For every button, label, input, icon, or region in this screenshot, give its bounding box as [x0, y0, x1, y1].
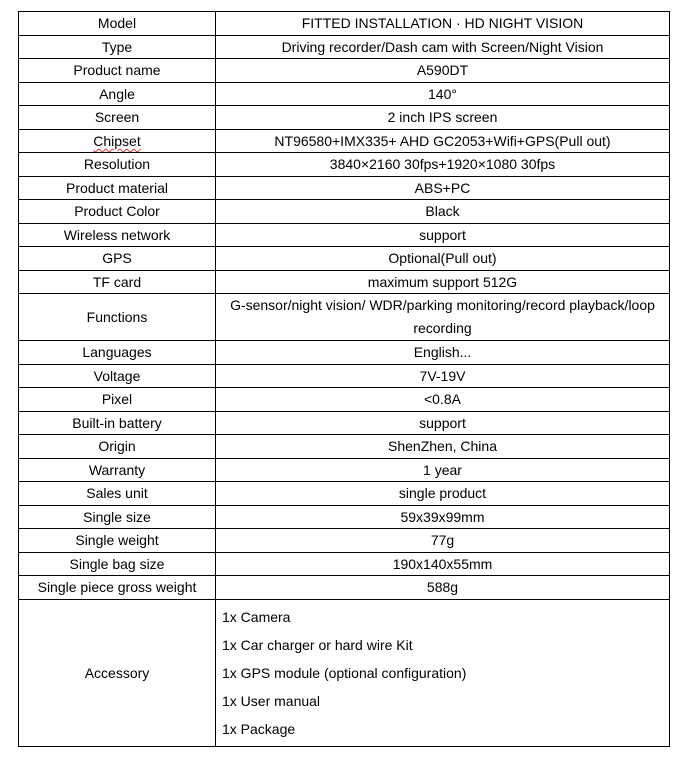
spec-label-functions: Functions: [19, 294, 216, 341]
table-row: [19, 247, 670, 271]
spec-label-languages: Languages: [19, 341, 216, 365]
table-row: [19, 12, 670, 36]
spec-value-product-material: ABS+PC: [216, 176, 670, 200]
accessory-item: 1x User manual: [222, 692, 321, 709]
spec-label-pixel: Pixel: [19, 388, 216, 412]
spec-value-chipset: NT96580+IMX335+ AHD GC2053+Wifi+GPS(Pull out): [216, 129, 670, 153]
spec-label-gross-weight: Single piece gross weight: [19, 576, 216, 600]
spec-value-resolution: 3840×2160 30fps+1920×1080 30fps: [216, 153, 670, 177]
spec-label-resolution: Resolution: [19, 153, 216, 177]
table-row: [19, 200, 670, 224]
spec-label-model: Model: [19, 12, 216, 36]
spec-label-accessory: Accessory: [19, 599, 216, 746]
table-row: [19, 129, 670, 153]
spec-value-single-bag-size: 190x140x55mm: [216, 552, 670, 576]
spec-value-single-size: 59x39x99mm: [216, 505, 670, 529]
spec-label-single-size: Single size: [19, 505, 216, 529]
table-row: [19, 505, 670, 529]
spec-value-type: Driving recorder/Dash cam with Screen/Night Vision: [216, 35, 670, 59]
spec-label-product-color: Product Color: [19, 200, 216, 224]
spec-label-wireless-network: Wireless network: [19, 223, 216, 247]
accessory-item: 1x Package: [222, 720, 296, 737]
spec-label-built-in-battery: Built-in battery: [19, 411, 216, 435]
spec-value-functions: G-sensor/night vision/ WDR/parking monitoring/record playback/loop recording: [216, 294, 670, 341]
spec-table-body: [19, 12, 670, 747]
spec-value-wireless-network: support: [216, 223, 670, 247]
spec-value-sales-unit: single product: [216, 482, 670, 506]
accessory-item: 1x Camera: [222, 608, 291, 625]
table-row: [19, 599, 670, 746]
table-row: [19, 435, 670, 459]
spec-label-angle: Angle: [19, 82, 216, 106]
spec-value-pixel: <0.8A: [216, 388, 670, 412]
spec-label-product-material: Product material: [19, 176, 216, 200]
table-row: [19, 341, 670, 365]
table-row: [19, 388, 670, 412]
accessory-item: 1x GPS module (optional configuration): [222, 664, 467, 681]
table-row: [19, 458, 670, 482]
spec-value-product-name: A590DT: [216, 59, 670, 83]
spec-label-sales-unit: Sales unit: [19, 482, 216, 506]
table-row: [19, 294, 670, 341]
table-row: [19, 576, 670, 600]
spec-value-screen: 2 inch IPS screen: [216, 106, 670, 130]
table-row: [19, 35, 670, 59]
spec-value-gross-weight: 588g: [216, 576, 670, 600]
spec-label-chipset: [19, 129, 216, 153]
spec-value-single-weight: 77g: [216, 529, 670, 553]
spec-label-chipset-text: Chipset: [93, 132, 141, 149]
spec-label-type: Type: [19, 35, 216, 59]
spec-value-warranty: 1 year: [216, 458, 670, 482]
table-row: [19, 82, 670, 106]
spec-value-built-in-battery: support: [216, 411, 670, 435]
spec-label-single-weight: Single weight: [19, 529, 216, 553]
spec-label-single-bag-size: Single bag size: [19, 552, 216, 576]
spec-value-angle: 140°: [216, 82, 670, 106]
table-row: [19, 106, 670, 130]
spec-value-languages: English...: [216, 341, 670, 365]
spec-label-warranty: Warranty: [19, 458, 216, 482]
table-row: [19, 529, 670, 553]
spec-value-origin: ShenZhen, China: [216, 435, 670, 459]
table-row: [19, 59, 670, 83]
spec-value-model: FITTED INSTALLATION · HD NIGHT VISION: [216, 12, 670, 36]
spec-value-gps: Optional(Pull out): [216, 247, 670, 271]
spec-value-product-color: Black: [216, 200, 670, 224]
spec-value-accessory: [216, 599, 670, 746]
spec-label-screen: Screen: [19, 106, 216, 130]
table-row: [19, 482, 670, 506]
spec-value-voltage: 7V-19V: [216, 364, 670, 388]
accessory-item: 1x Car charger or hard wire Kit: [222, 636, 413, 653]
spec-label-tf-card: TF card: [19, 270, 216, 294]
table-row: [19, 411, 670, 435]
spec-label-product-name: Product name: [19, 59, 216, 83]
table-row: [19, 153, 670, 177]
table-row: [19, 364, 670, 388]
table-row: [19, 270, 670, 294]
table-row: [19, 176, 670, 200]
spec-label-voltage: Voltage: [19, 364, 216, 388]
spec-table: [18, 11, 670, 747]
table-row: [19, 223, 670, 247]
spec-label-origin: Origin: [19, 435, 216, 459]
spec-value-tf-card: maximum support 512G: [216, 270, 670, 294]
spec-label-gps: GPS: [19, 247, 216, 271]
table-row: [19, 552, 670, 576]
